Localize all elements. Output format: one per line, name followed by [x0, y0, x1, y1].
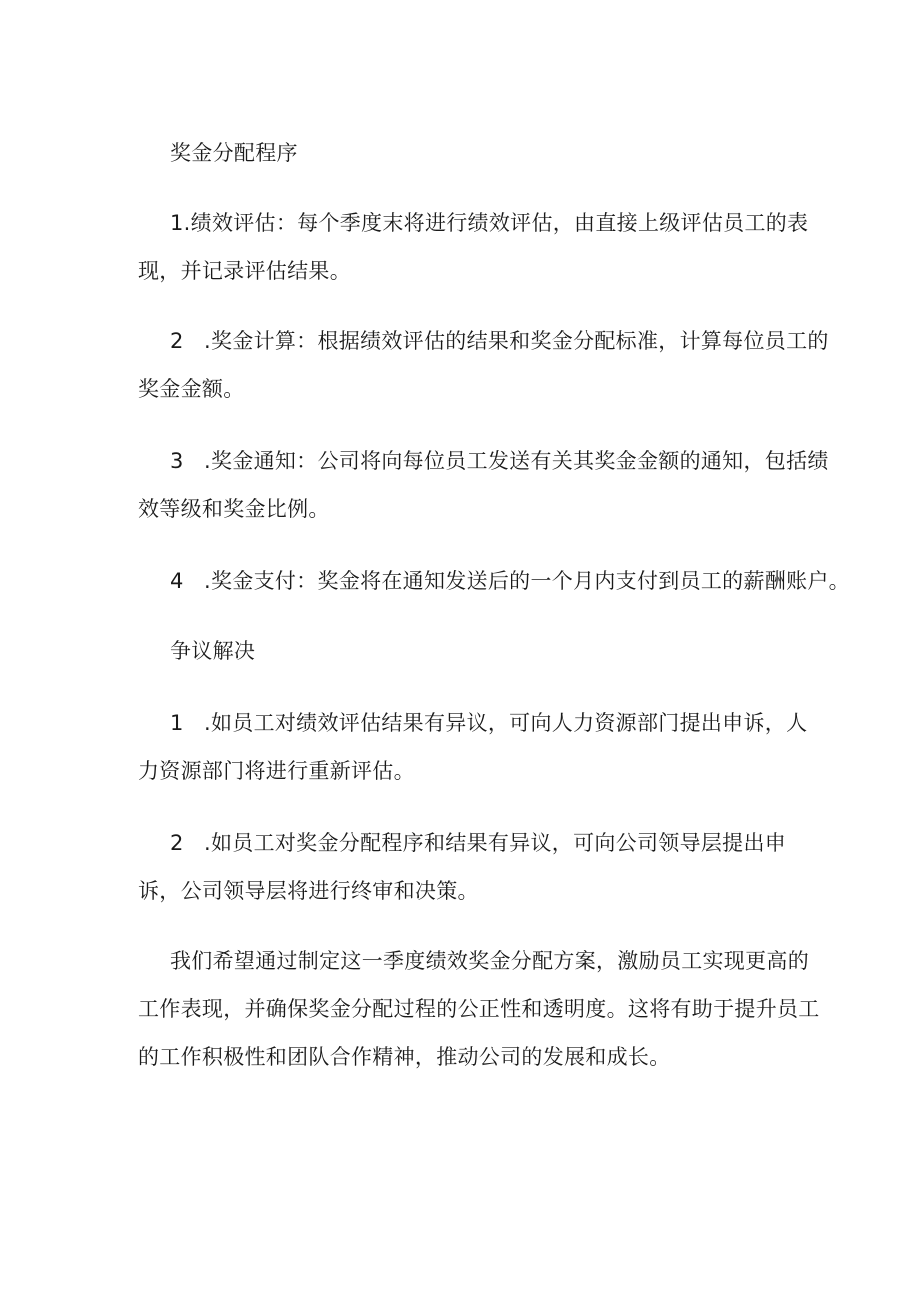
- item-text: .如员工对奖金分配程序和结果有异议，可向公司领导层提出申: [204, 831, 787, 855]
- item-number: 2: [170, 831, 184, 855]
- list-item-continuation: 奖金金额。: [138, 377, 245, 401]
- list-item-continuation: 诉，公司领导层将进行终审和决策。: [138, 879, 479, 903]
- item-text: .奖金计算：根据绩效评估的结果和奖金分配标准，计算每位员工的: [204, 329, 829, 353]
- list-item-line: [170, 326, 829, 356]
- item-number: 4: [170, 569, 184, 593]
- closing-paragraph-line: 工作表现，并确保奖金分配过程的公正性和透明度。这将有助于提升员工: [138, 997, 820, 1021]
- section-heading-dispute-resolution: 争议解决: [170, 639, 256, 663]
- closing-paragraph-line: 的工作积极性和团队合作精神，推动公司的发展和成长。: [138, 1045, 671, 1069]
- list-item-line: [170, 828, 786, 858]
- item-text: .如员工对绩效评估结果有异议，可向人力资源部门提出申诉，人: [204, 711, 808, 735]
- item-number: 1.: [170, 211, 191, 235]
- item-text: 绩效评估：每个季度末将进行绩效评估，由直接上级评估员工的表: [190, 211, 809, 235]
- item-number: 2: [170, 329, 184, 353]
- list-item-continuation: 现，并记录评估结果。: [138, 259, 351, 283]
- list-item-line: [170, 208, 808, 238]
- list-item-line: [170, 566, 850, 596]
- list-item-continuation: 效等级和奖金比例。: [138, 497, 330, 521]
- item-text: .奖金支付：奖金将在通知发送后的一个月内支付到员工的薪酬账户。: [204, 569, 850, 593]
- section-heading-bonus-procedure: 奖金分配程序: [170, 141, 298, 165]
- item-number: 1: [170, 711, 184, 735]
- item-number: 3: [170, 449, 184, 473]
- item-text: .奖金通知：公司将向每位员工发送有关其奖金金额的通知，包括绩: [204, 449, 829, 473]
- list-item-continuation: 力资源部门将进行重新评估。: [138, 759, 415, 783]
- closing-paragraph-line: 我们希望通过制定这一季度绩效奖金分配方案，激励员工实现更高的: [170, 949, 809, 973]
- list-item-line: [170, 708, 807, 738]
- list-item-line: [170, 446, 829, 476]
